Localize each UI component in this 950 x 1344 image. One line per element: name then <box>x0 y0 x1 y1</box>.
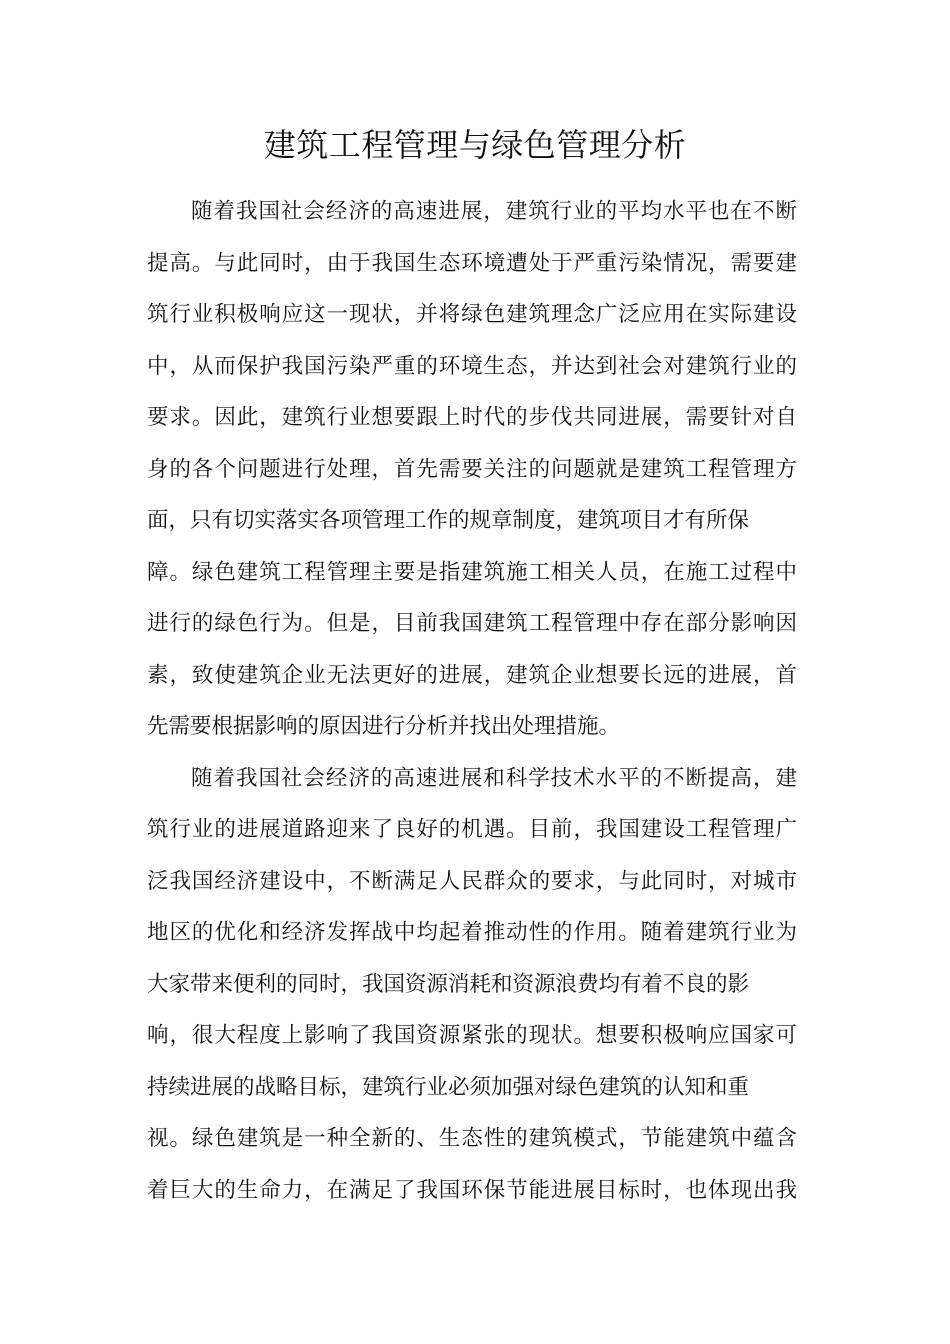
text-line: 提高。与此同时，由于我国生态环境遭处于严重污染情况，需要建 <box>147 250 797 276</box>
text-line: 随着我国社会经济的高速进展和科学技术水平的不断提高，建 <box>191 765 797 791</box>
text-line: 大家带来便利的同时，我国资源消耗和资源浪费均有着不良的影 <box>147 971 750 997</box>
text-line: 随着我国社会经济的高速进展，建筑行业的平均水平也在不断 <box>191 199 797 224</box>
text-line: 响，很大程度上影响了我国资源紧张的现状。想要积极响应国家可 <box>147 1023 797 1048</box>
text-line: 素，致使建筑企业无法更好的进展，建筑企业想要长远的进展，首 <box>147 662 797 688</box>
text-line: 障。绿色建筑工程管理主要是指建筑施工相关人员，在施工过程中 <box>147 559 797 585</box>
text-line: 持续进展的战略目标，建筑行业必须加强对绿色建筑的认知和重 <box>147 1074 750 1100</box>
paragraph-2 <box>147 753 797 1217</box>
text-line: 进行的绿色行为。但是，目前我国建筑工程管理中存在部分影响因 <box>147 611 797 636</box>
text-line: 筑行业积极响应这一现状，并将绿色建筑理念广泛应用在实际建设 <box>147 302 797 327</box>
text-line: 要求。因此，建筑行业想要跟上时代的步伐共同进展，需要针对自 <box>147 405 797 430</box>
paragraph-1 <box>147 186 797 753</box>
text-line: 筑行业的进展道路迎来了良好的机遇。目前，我国建设工程管理广 <box>147 817 797 842</box>
text-line: 身的各个问题进行处理，首先需要关注的问题就是建筑工程管理方 <box>147 456 797 482</box>
text-line: 着巨大的生命力，在满足了我国环保节能进展目标时，也体现出我 <box>147 1177 797 1203</box>
text-line: 地区的优化和经济发挥战中均起着推动性的作用。随着建筑行业为 <box>147 920 797 945</box>
text-line: 泛我国经济建设中，不断满足人民群众的要求，与此同时，对城市 <box>147 868 797 894</box>
text-line: 面，只有切实落实各项管理工作的规章制度，建筑项目才有所保 <box>147 508 750 533</box>
document-title: 建筑工程管理与绿色管理分析 <box>263 126 687 164</box>
text-line: 中，从而保护我国污染严重的环境生态，并达到社会对建筑行业的 <box>147 353 797 379</box>
text-line: 先需要根据影响的原因进行分析并找出处理措施。 <box>147 714 621 739</box>
text-line: 视。绿色建筑是一种全新的、生态性的建筑模式，节能建筑中蕴含 <box>147 1126 797 1151</box>
document-body <box>147 186 797 1216</box>
